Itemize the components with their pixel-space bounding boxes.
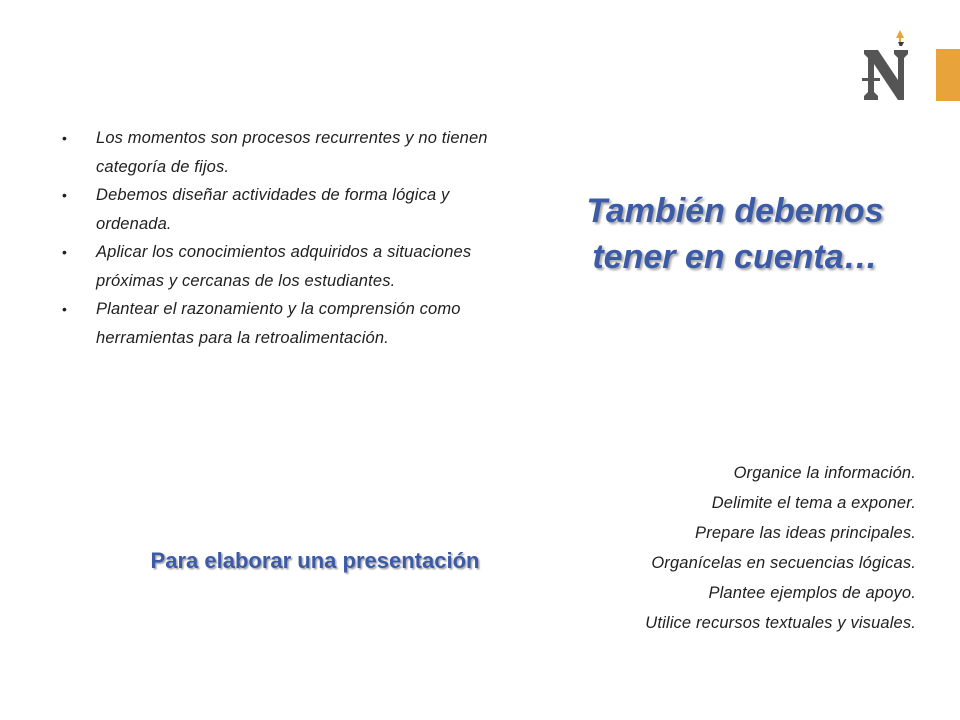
- list-item: Plantee ejemplos de apoyo.: [708, 584, 916, 602]
- bullet-text: Aplicar los conocimientos adquiridos a situaciones próximas y cercanas de los estudiantes.: [96, 243, 472, 290]
- bullet-icon: •: [62, 187, 68, 203]
- bullet-text: Debemos diseñar actividades de forma lógica y ordenada.: [96, 186, 450, 233]
- bullet-text: Los momentos son procesos recurrentes y no tienen categoría de fijos.: [96, 129, 488, 176]
- bullet-text: Plantear el razonamiento y la comprensión como herramientas para la retroalimentación.: [96, 300, 461, 347]
- list-item: Prepare las ideas principales.: [695, 524, 916, 542]
- list-item: [62, 124, 492, 181]
- tips-list: [496, 458, 916, 638]
- list-item: Utilice recursos textuales y visuales.: [645, 614, 916, 632]
- bullet-icon: •: [62, 301, 68, 317]
- secondary-heading: Para elaborar una presentación: [150, 548, 480, 573]
- main-heading-line1: También debemos: [586, 192, 884, 230]
- university-logo-icon: [858, 28, 918, 104]
- list-item: Delimite el tema a exponer.: [711, 494, 916, 512]
- list-item: [62, 181, 492, 238]
- bullet-icon: •: [62, 244, 68, 260]
- list-item: Organice la información.: [733, 464, 916, 482]
- bullet-list: [62, 124, 492, 352]
- main-heading-line2: tener en cuenta…: [592, 238, 878, 276]
- main-heading: [540, 188, 930, 280]
- list-item: Organícelas en secuencias lógicas.: [651, 554, 916, 572]
- list-item: [62, 238, 492, 295]
- decorative-gold-bar: [936, 49, 960, 101]
- list-item: [62, 295, 492, 352]
- bullet-icon: •: [62, 130, 68, 146]
